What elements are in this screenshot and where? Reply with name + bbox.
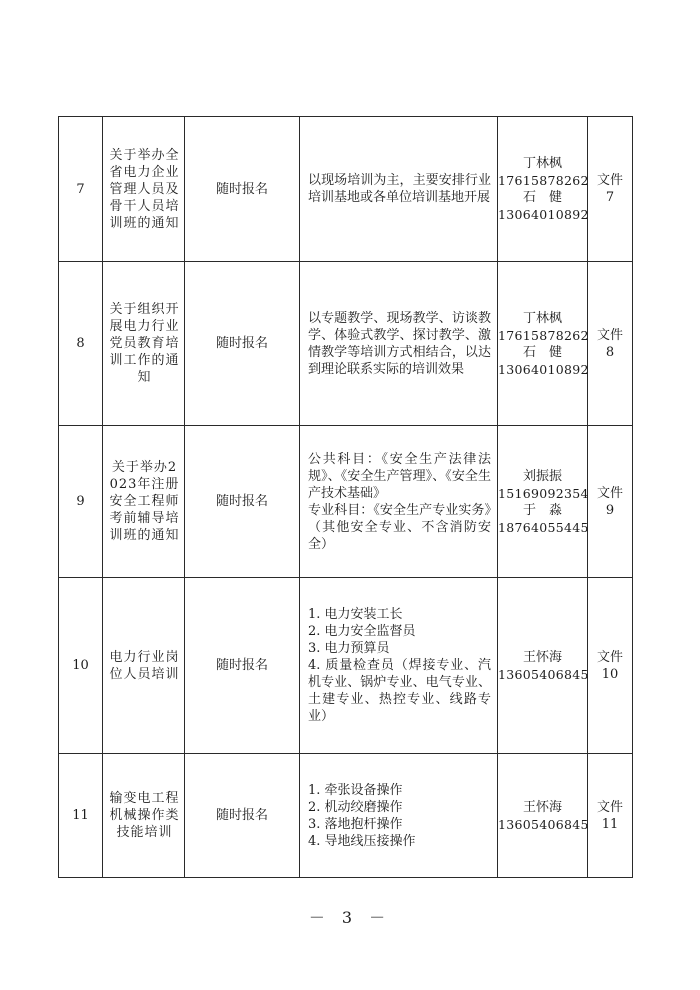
contact-name: 丁林枫	[522, 156, 562, 171]
contact-cell	[498, 578, 588, 754]
content-line: 3. 落地抱杆操作	[308, 816, 403, 832]
file-label: 文件	[596, 799, 623, 815]
training-content-cell	[300, 262, 498, 426]
contact-name: 王怀海	[522, 649, 562, 665]
row-title: 关于举办2023年注册安全工程师考前辅导培训班的通知	[109, 460, 180, 543]
content-line: 专业科目：《安全生产专业实务》（其他安全专业、不含消防安全）	[308, 502, 491, 552]
contact-cell	[498, 426, 588, 578]
content-line: 2. 电力安全监督员	[308, 624, 416, 639]
row-title-cell	[103, 578, 185, 754]
row-number: 11	[59, 754, 103, 878]
file-reference	[588, 426, 633, 578]
file-reference	[588, 262, 633, 426]
training-content-cell	[300, 578, 498, 754]
registration-time: 随时报名	[185, 754, 300, 878]
row-number: 8	[59, 262, 103, 426]
table-row	[59, 754, 633, 878]
table-row	[59, 262, 633, 426]
contact-phone: 13064010892	[498, 361, 589, 377]
file-number: 9	[605, 502, 615, 518]
row-title-cell	[103, 426, 185, 578]
registration-time: 随时报名	[185, 117, 300, 262]
content-line: 以专题教学、现场教学、访谈教学、体验式教学、探讨教学、激情教学等培训方式相结合，以达到理论联系实际的培训效果	[308, 310, 491, 377]
row-title: 输变电工程机械操作类技能培训	[109, 791, 180, 840]
row-title-cell	[103, 754, 185, 878]
content-line: 公共科目：《安全生产法律法规》、《安全生产管理》、《安全生产技术基础》	[308, 451, 491, 501]
training-content-cell	[300, 754, 498, 878]
contact-name: 丁林枫	[522, 310, 562, 326]
registration-time: 随时报名	[185, 578, 300, 754]
content-line: 4. 导地线压接操作	[308, 833, 416, 849]
row-title: 电力行业岗位人员培训	[109, 649, 180, 682]
file-number: 10	[601, 666, 619, 682]
contact-cell	[498, 754, 588, 878]
contact-name: 王怀海	[522, 799, 562, 815]
contact-name: 石 健	[522, 344, 562, 360]
file-label: 文件	[596, 485, 623, 501]
row-number: 7	[59, 117, 103, 262]
table-row	[59, 426, 633, 578]
content-line: 2. 机动绞磨操作	[308, 799, 403, 815]
file-number: 8	[605, 344, 615, 360]
contact-phone: 18764055445	[498, 519, 589, 535]
content-line: 3. 电力预算员	[308, 641, 390, 656]
contact-cell	[498, 262, 588, 426]
file-label: 文件	[596, 173, 623, 188]
contact-name: 刘振振	[522, 468, 562, 484]
file-reference	[588, 117, 633, 262]
contact-name: 石 健	[522, 190, 562, 205]
contact-phone: 15169092354	[498, 485, 589, 501]
contact-phone: 13064010892	[498, 207, 589, 222]
row-title: 关于举办全省电力企业管理人员及骨干人员培训班的通知	[109, 147, 180, 231]
contact-phone: 13605406845	[498, 666, 589, 682]
file-label: 文件	[596, 649, 623, 665]
row-title-cell	[103, 262, 185, 426]
file-label: 文件	[596, 327, 623, 343]
contact-phone: 17615878262	[498, 327, 589, 343]
page-number: － 3 －	[308, 908, 392, 927]
table-row	[59, 117, 633, 262]
registration-time: 随时报名	[185, 262, 300, 426]
contact-phone: 17615878262	[498, 173, 589, 188]
file-reference	[588, 754, 633, 878]
file-reference	[588, 578, 633, 754]
row-number: 10	[59, 578, 103, 754]
row-title-cell	[103, 117, 185, 262]
registration-time: 随时报名	[185, 426, 300, 578]
row-number: 9	[59, 426, 103, 578]
content-line: 1. 牵张设备操作	[308, 782, 403, 798]
contact-name: 于 淼	[522, 502, 562, 518]
file-number: 11	[601, 816, 619, 832]
contact-phone: 13605406845	[498, 816, 589, 832]
content-line: 1. 电力安装工长	[308, 607, 403, 622]
content-line: 4. 质量检查员（焊接专业、汽机专业、锅炉专业、电气专业、土建专业、热控专业、线路专业）	[308, 658, 491, 724]
table-row	[59, 578, 633, 754]
training-content-cell	[300, 426, 498, 578]
contact-cell	[498, 117, 588, 262]
file-number: 7	[605, 190, 615, 205]
training-table	[58, 116, 633, 878]
content-line: 以现场培训为主，主要安排行业培训基地或各单位培训基地开展	[308, 173, 491, 205]
training-content-cell	[300, 117, 498, 262]
row-title: 关于组织开展电力行业党员教育培训工作的通知	[109, 302, 180, 385]
